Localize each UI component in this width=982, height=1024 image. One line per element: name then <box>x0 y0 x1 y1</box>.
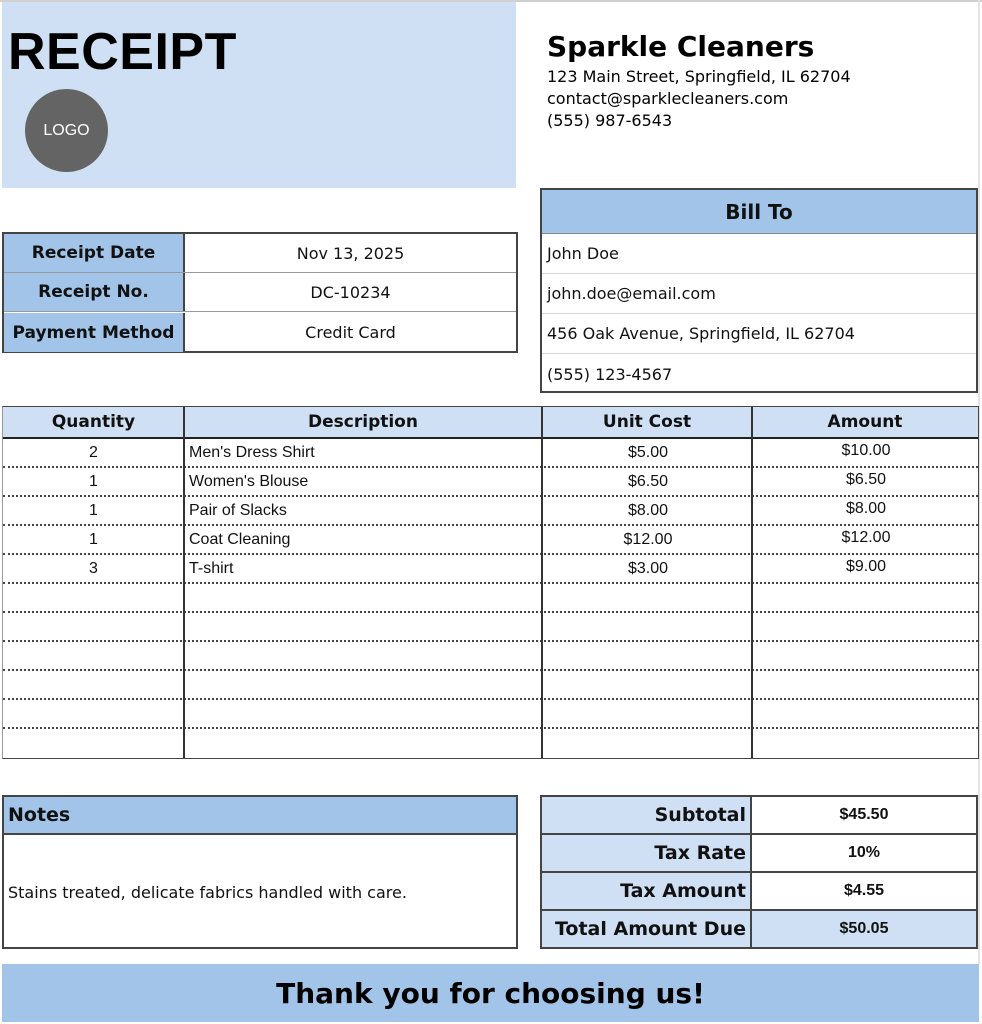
tax-amount-value: $4.55 <box>843 882 885 899</box>
item-description[interactable] <box>189 642 539 669</box>
item-amount[interactable]: $8.00 <box>845 499 887 517</box>
subtotal-value: $45.50 <box>839 806 889 823</box>
item-amount[interactable] <box>754 727 978 754</box>
quantity-header: Quantity <box>51 412 136 432</box>
thank-you-footer: Thank you for choosing us! <box>2 964 979 1022</box>
table-row <box>3 729 978 758</box>
info-label: Payment Method <box>4 313 185 352</box>
item-description[interactable]: Men's Dress Shirt <box>189 443 315 461</box>
item-unit-cost[interactable] <box>544 613 752 640</box>
notes-section <box>2 795 518 949</box>
bill-to-address[interactable]: 456 Oak Avenue, Springfield, IL 62704 <box>542 314 976 354</box>
table-row <box>3 526 978 555</box>
item-quantity[interactable] <box>3 729 184 756</box>
tax-rate-row <box>542 835 976 873</box>
item-unit-cost[interactable]: $6.50 <box>627 472 669 490</box>
table-row <box>3 555 978 584</box>
item-unit-cost[interactable]: $8.00 <box>627 501 669 519</box>
receipt-date-value[interactable]: Nov 13, 2025 <box>296 243 405 263</box>
item-unit-cost[interactable] <box>544 642 752 669</box>
info-label: Receipt Date <box>4 234 185 272</box>
item-unit-cost[interactable] <box>544 584 752 611</box>
receipt-info-table <box>2 232 518 353</box>
notes-text[interactable]: Stains treated, delicate fabrics handled with care. <box>8 883 407 902</box>
item-quantity[interactable]: 1 <box>89 501 98 519</box>
subtotal-row <box>542 797 976 835</box>
bill-to-phone[interactable]: (555) 123-4567 <box>547 364 673 384</box>
bill-to-email[interactable]: john.doe@email.com <box>542 274 976 314</box>
item-description[interactable]: Women's Blouse <box>189 472 309 490</box>
bill-to-heading: Bill To <box>542 190 976 234</box>
item-quantity[interactable]: 1 <box>89 530 98 548</box>
total-due-row <box>542 911 976 947</box>
item-amount[interactable] <box>754 582 978 609</box>
item-unit-cost[interactable]: $3.00 <box>627 559 669 577</box>
item-amount[interactable] <box>754 698 978 725</box>
item-quantity[interactable] <box>3 584 184 611</box>
item-amount[interactable]: $9.00 <box>845 557 887 575</box>
item-description[interactable] <box>189 700 539 727</box>
info-label: Receipt No. <box>4 273 185 311</box>
item-description[interactable] <box>189 671 539 698</box>
item-amount[interactable]: $10.00 <box>841 441 891 459</box>
column-divider <box>751 407 753 758</box>
item-unit-cost[interactable]: $5.00 <box>627 443 669 461</box>
description-header: Description <box>308 412 418 432</box>
item-amount[interactable]: $6.50 <box>845 470 887 488</box>
tax-amount-row <box>542 873 976 911</box>
info-row-payment <box>4 313 516 352</box>
item-quantity[interactable] <box>3 700 184 727</box>
notes-heading: Notes <box>4 797 516 835</box>
item-description[interactable] <box>189 613 539 640</box>
bill-to-section <box>540 188 978 393</box>
item-unit-cost[interactable] <box>544 700 752 727</box>
item-amount[interactable] <box>754 640 978 667</box>
bill-to-name[interactable]: John Doe <box>542 234 976 274</box>
company-address: 123 Main Street, Springfield, IL 62704 <box>547 67 851 86</box>
amount-header: Amount <box>827 412 903 432</box>
item-amount[interactable]: $12.00 <box>841 528 891 546</box>
receipt-number-value[interactable]: DC-10234 <box>310 282 391 302</box>
table-row <box>3 497 978 526</box>
table-row <box>3 613 978 642</box>
info-row-number <box>4 273 516 312</box>
item-quantity[interactable] <box>3 642 184 669</box>
column-divider <box>541 407 543 758</box>
receipt-title: RECEIPT <box>8 23 237 81</box>
item-amount[interactable] <box>754 611 978 638</box>
item-description[interactable] <box>189 584 539 611</box>
company-name: Sparkle Cleaners <box>547 30 815 63</box>
item-quantity[interactable]: 3 <box>89 559 98 577</box>
tax-rate-value[interactable]: 10% <box>847 844 881 861</box>
item-unit-cost[interactable]: $12.00 <box>623 530 673 548</box>
info-row-date <box>4 234 516 273</box>
table-row <box>3 700 978 729</box>
item-unit-cost[interactable] <box>544 729 752 756</box>
table-row <box>3 642 978 671</box>
item-description[interactable]: Coat Cleaning <box>189 530 291 548</box>
company-email: contact@sparklecleaners.com <box>547 89 789 108</box>
item-description[interactable]: T-shirt <box>189 559 234 577</box>
items-header-row <box>3 407 978 439</box>
item-quantity[interactable]: 2 <box>89 443 98 461</box>
column-divider <box>183 407 185 758</box>
items-table <box>2 406 979 759</box>
table-row <box>3 439 978 468</box>
totals-section <box>540 795 978 949</box>
unit-cost-header: Unit Cost <box>602 412 692 432</box>
subtotal-label: Subtotal <box>542 797 752 833</box>
tax-amount-label: Tax Amount <box>542 873 752 909</box>
item-description[interactable] <box>189 729 539 756</box>
item-quantity[interactable]: 1 <box>89 472 98 490</box>
item-amount[interactable] <box>754 669 978 696</box>
item-quantity[interactable] <box>3 613 184 640</box>
item-unit-cost[interactable] <box>544 671 752 698</box>
table-row <box>3 671 978 700</box>
payment-method-value[interactable]: Credit Card <box>305 323 396 342</box>
item-description[interactable]: Pair of Slacks <box>189 501 287 519</box>
company-phone: (555) 987-6543 <box>547 111 673 130</box>
item-quantity[interactable] <box>3 671 184 698</box>
logo-placeholder: LOGO <box>25 89 108 172</box>
total-due-value: $50.05 <box>752 911 976 947</box>
total-due-label: Total Amount Due <box>542 911 752 947</box>
table-row <box>3 468 978 497</box>
tax-rate-label: Tax Rate <box>542 835 752 871</box>
table-row <box>3 584 978 613</box>
